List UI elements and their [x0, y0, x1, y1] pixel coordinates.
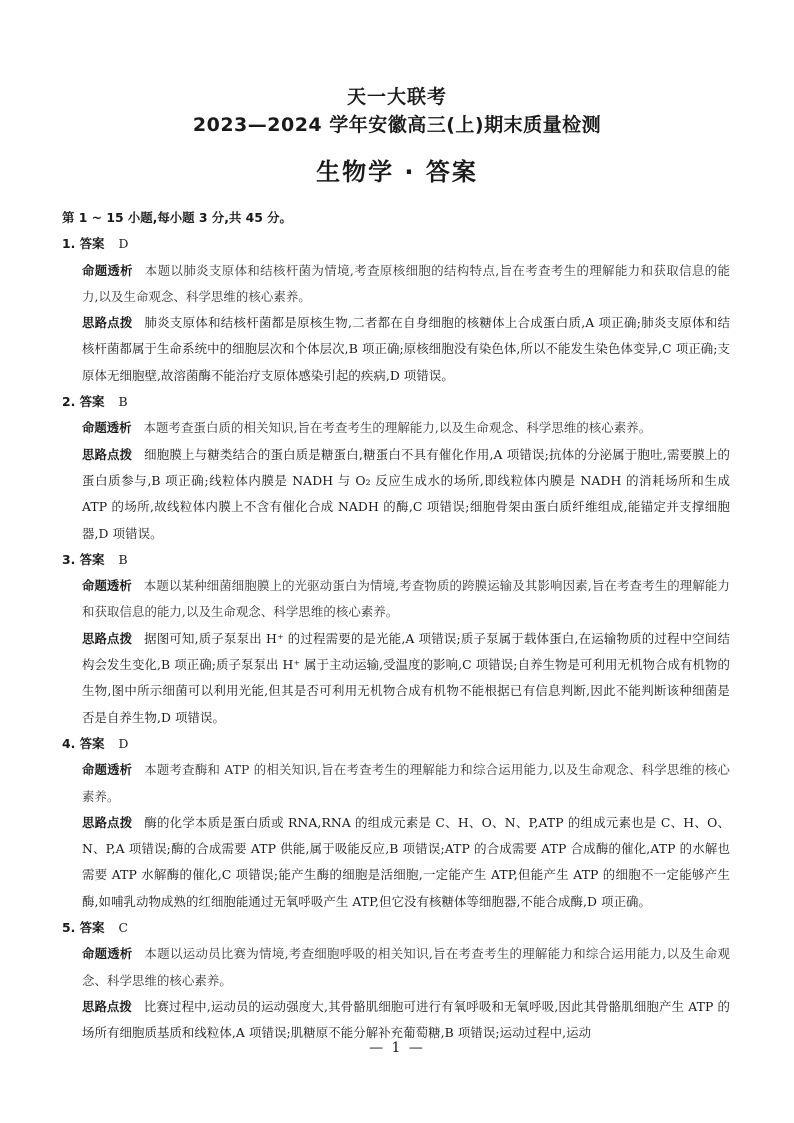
answer-label: 答案 [79, 551, 105, 567]
question-2 [62, 389, 730, 547]
analysis-label: 命题透析 [82, 420, 132, 436]
hint-paragraph [62, 994, 730, 1047]
analysis-label: 命题透析 [82, 946, 133, 962]
hint-paragraph [62, 810, 730, 915]
hint-text: 肺炎支原体和结核杆菌都是原核生物,二者都在自身细胞的核糖体上合成蛋白质,A 项正确;肺炎支原体和结核杆菌都属于生命系统中的细胞层次和个体层次,B 项正确;原核细胞没有染色体,所以不能发生染色体变异,C 项正确;支原体无细胞壁,故溶菌酶不能治疗支原体感染引起的疾病,D 项错误。 [82, 315, 731, 383]
answer-value: D [118, 236, 129, 252]
subject-title: 生物学 · 答案 [316, 158, 478, 186]
analysis-text: 本题以某种细菌细胞膜上的光驱动蛋白为情境,考查物质的跨膜运输及其影响因素,旨在考查考生的理解能力和获取信息的能力,以及生命观念、科学思维的核心素养。 [82, 578, 730, 620]
hint-label: 思路点拨 [82, 814, 133, 830]
analysis-label: 命题透析 [82, 262, 133, 278]
hint-text: 据图可知,质子泵泵出 H⁺ 的过程需要的是光能,A 项错误;质子泵属于载体蛋白,在运输物质的过程中空间结构会发生变化,B 项正确;质子泵泵出 H⁺ 属于主动运输,受温度的影响,C 项错误;自养生物是可利用无机物合成有机物的生物,图中所示细菌可以利用光能,但其是否可利用无机物合成有机物不能根据已有信息判断,因此不能判断该种细菌是否是自养生物,D 项错误。 [82, 630, 730, 725]
question-4 [62, 731, 730, 915]
question-number: 1. [62, 236, 76, 252]
question-header [62, 731, 730, 757]
question-number: 5. [62, 920, 76, 936]
page-number: — 1 — [369, 1040, 425, 1056]
question-header [62, 389, 730, 415]
hint-text: 比赛过程中,运动员的运动强度大,其骨骼肌细胞可进行有氧呼吸和无氧呼吸,因此其骨骼肌细胞产生 ATP 的场所有细胞质基质和线粒体,A 项错误;肌糖原不能分解补充葡萄糖,B 项错误;运动过程中,运动 [82, 998, 730, 1041]
hint-label: 思路点拨 [82, 630, 133, 646]
question-header [62, 547, 730, 573]
hint-text: 酶的化学本质是蛋白质或 RNA,RNA 的组成元素是 C、H、O、N、P,ATP 的组成元素也是 C、H、O、N、P,A 项错误;酶的合成需要 ATP 供能,属于吸能反应,B 项错误;ATP 的合成需要 ATP 合成酶的催化,ATP 的水解也需要 ATP 水解酶的催化,C 项错误;能产生酶的细胞是活细胞,一定能产生 ATP,但能产生 ATP 的细胞不一定能够产生酶,如哺乳动物成熟的红细胞能通过无氧呼吸产生 ATP,但它没有核糖体等细胞器,不能合成酶,D 项正确。 [82, 814, 731, 909]
answer-content [62, 205, 730, 1047]
hint-paragraph [62, 310, 730, 389]
analysis-text: 本题以肺炎支原体和结核杆菌为情境,考查原核细胞的结构特点,旨在考查考生的理解能力和获取信息的能力,以及生命观念、科学思维的核心素养。 [82, 262, 731, 304]
question-1 [62, 231, 730, 389]
question-number: 4. [62, 735, 76, 751]
analysis-text: 本题考查酶和 ATP 的相关知识,旨在考查考生的理解能力和综合运用能力,以及生命观念、科学思维的核心素养。 [82, 762, 731, 804]
question-header [62, 231, 730, 257]
analysis-text: 本题考查蛋白质的相关知识,旨在考查考生的理解能力,以及生命观念、科学思维的核心素养。 [143, 420, 652, 436]
hint-label: 思路点拨 [82, 998, 132, 1014]
hint-label: 思路点拨 [82, 315, 133, 331]
question-5 [62, 915, 730, 1046]
answer-value: B [118, 394, 128, 410]
answer-label: 答案 [79, 735, 105, 751]
analysis-label: 命题透析 [82, 578, 132, 594]
analysis-paragraph [62, 941, 730, 994]
answer-value: C [118, 920, 128, 936]
hint-paragraph [62, 626, 730, 731]
question-header [62, 915, 730, 941]
answer-label: 答案 [79, 394, 105, 410]
analysis-text: 本题以运动员比赛为情境,考查细胞呼吸的相关知识,旨在考查考生的理解能力和综合运用能力,以及生命观念、科学思维的核心素养。 [82, 946, 730, 988]
analysis-paragraph [62, 573, 730, 626]
section-intro: 第 1 ~ 15 小题,每小题 3 分,共 45 分。 [62, 210, 292, 225]
analysis-paragraph [62, 415, 730, 441]
analysis-label: 命题透析 [82, 762, 133, 778]
answer-value: B [118, 551, 128, 567]
hint-label: 思路点拨 [82, 446, 133, 462]
analysis-paragraph [62, 757, 730, 810]
question-3 [62, 547, 730, 731]
answer-label: 答案 [79, 236, 105, 252]
analysis-paragraph [62, 258, 730, 311]
question-number: 2. [62, 394, 76, 410]
organization-title: 天一大联考 [346, 86, 447, 108]
question-number: 3. [62, 551, 76, 567]
answer-label: 答案 [79, 920, 105, 936]
hint-paragraph [62, 442, 730, 547]
exam-title: 2023—2024 学年安徽高三(上)期末质量检测 [192, 114, 602, 136]
hint-text: 细胞膜上与糖类结合的蛋白质是糖蛋白,糖蛋白不具有催化作用,A 项错误;抗体的分泌属于胞吐,需要膜上的蛋白质参与,B 项正确;线粒体内膜是 NADH 与 O₂ 反应生成水的场所,即线粒体内膜是 NADH 的消耗场所和生成 ATP 的场所,故线粒体内膜上不含有催化合成 NADH 的酶,C 项错误;细胞骨架由蛋白质纤维组成,能锚定并支撑细胞器,D 项错误。 [82, 446, 730, 541]
answer-value: D [118, 735, 129, 751]
